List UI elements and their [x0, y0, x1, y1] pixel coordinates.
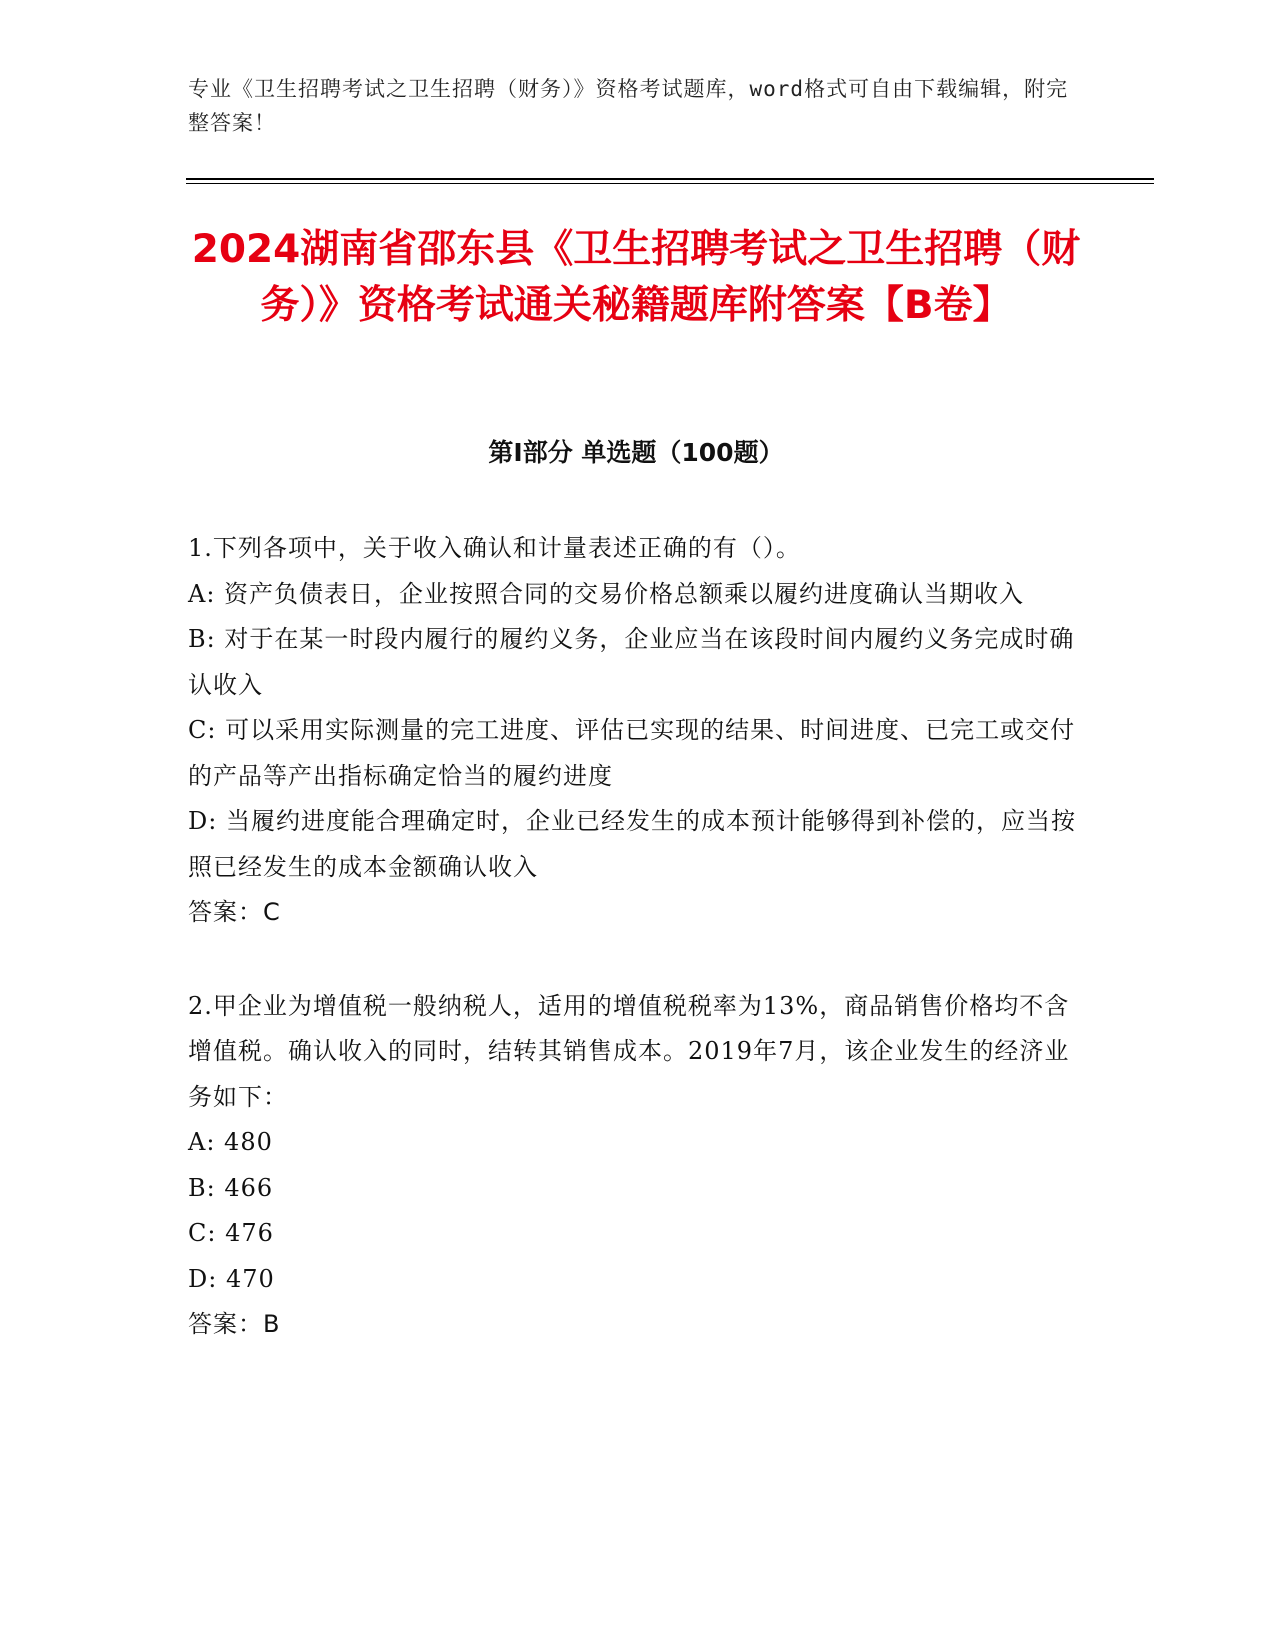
- option-d: D: 当履约进度能合理确定时，企业已经发生的成本预计能够得到补偿的，应当按照已经发生的成本金额确认收入: [188, 807, 1076, 881]
- section-title: 第I部分 单选题（100题）: [488, 438, 784, 467]
- option-a: A: 480: [188, 1128, 273, 1156]
- header-divider-thick: [186, 178, 1154, 180]
- answer-text: 答案：C: [188, 898, 281, 926]
- header-divider-thin: [186, 183, 1154, 184]
- document-title: 2024湖南省邵东县《卫生招聘考试之卫生招聘（财务）》资格考试通关秘籍题库附答案【B卷】: [191, 227, 1081, 328]
- question-list: [188, 526, 1078, 1396]
- question-stem: 2.甲企业为增值税一般纳税人，适用的增值税税率为13%，商品销售价格均不含增值税。确认收入的同时，结转其销售成本。2019年7月，该企业发生的经济业务如下：: [188, 991, 1070, 1111]
- option-b: B: 466: [188, 1173, 274, 1202]
- option-d: D: 470: [188, 1264, 275, 1293]
- question-2: [188, 984, 1078, 1348]
- option-a: A: 资产负债表日，企业按照合同的交易价格总额乘以履约进度确认当期收入: [188, 579, 1025, 608]
- option-b: B: 对于在某一时段内履行的履约义务，企业应当在该段时间内履约义务完成时确认收入: [188, 625, 1075, 699]
- option-c: C: 476: [188, 1219, 274, 1247]
- header-note: 专业《卫生招聘考试之卫生招聘（财务）》资格考试题库，word格式可自由下载编辑，附完整答案！: [188, 77, 1069, 135]
- question-stem: 1.下列各项中，关于收入确认和计量表述正确的有（）。: [188, 534, 801, 562]
- question-1: [188, 526, 1078, 936]
- answer-text: 答案：B: [188, 1310, 281, 1338]
- option-c: C: 可以采用实际测量的完工进度、评估已实现的结果、时间进度、已完工或交付的产品等产出指标确定恰当的履约进度: [188, 716, 1076, 790]
